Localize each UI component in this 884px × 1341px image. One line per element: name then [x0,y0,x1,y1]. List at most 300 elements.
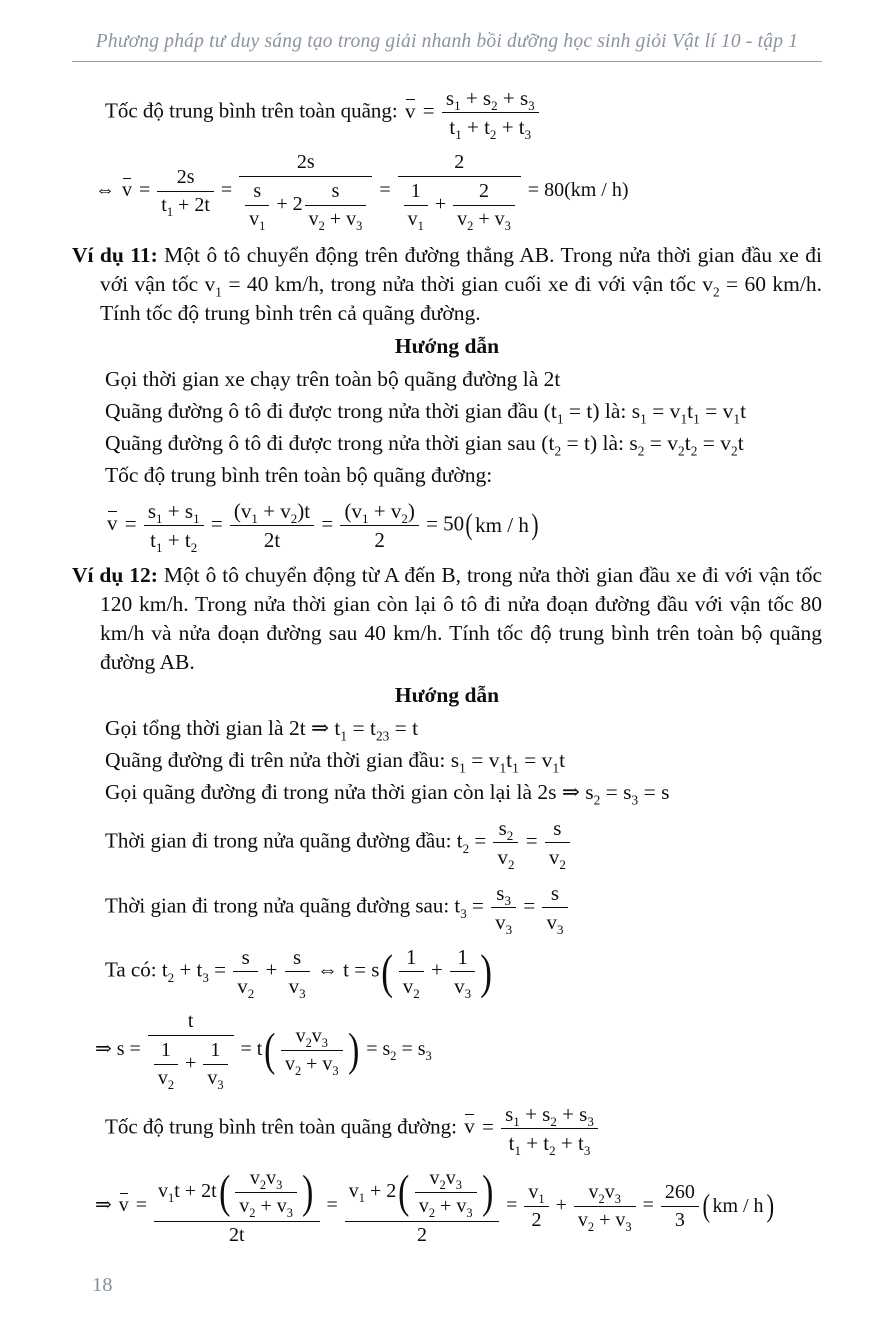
formula-line [105,497,822,555]
text-run: + s [497,86,529,110]
text-run: = t [347,716,376,740]
fraction-numerator [154,1164,319,1222]
text-run: Tốc độ trung bình trên toàn quãng: [105,98,404,123]
text-run: = v [699,398,734,423]
body-line [105,746,822,775]
subscript: 2 [247,986,255,1002]
math-fraction [491,879,516,937]
text-run: s [253,179,262,202]
text-run: t [449,115,456,140]
math-fraction [305,178,367,233]
text-run: v [239,1195,250,1217]
text-run: Hướng dẫn [394,333,500,358]
text-run: t [508,1130,515,1155]
left-paren-icon: ( [398,1166,410,1219]
text-run: 2 [531,1209,542,1231]
text-run: Hướng dẫn [394,683,500,707]
fraction-denominator [491,908,516,936]
page-number: 18 [92,1274,113,1296]
text-run: = [316,511,339,536]
subscript: 3 [583,1142,591,1158]
fraction-denominator [545,843,570,871]
paren-content [412,1165,480,1220]
subscript: 3 [464,986,472,1002]
fraction-numerator [661,1179,699,1207]
overbar-variable: v [462,1112,477,1141]
text-run: Quãng đường ô tô đi được trong nửa thời gian đầu (t [105,398,557,423]
text-run: v [604,1181,615,1203]
fraction-numerator [230,497,314,526]
subscript: 3 [276,1178,283,1192]
bold-text-run: Ví dụ 12: [72,563,158,587]
text-run: s [496,880,505,905]
fraction-numerator [442,84,539,113]
fraction-numerator [493,814,518,843]
fraction-numerator [144,497,204,526]
subscript: 1 [693,410,700,426]
formula-line [105,879,822,937]
text-run: = t) là: s [561,430,638,455]
subscript: 3 [587,1113,594,1129]
text-run: = [501,1194,523,1217]
fraction-denominator [235,1193,297,1220]
text-run: v [546,909,557,934]
right-paren-icon: ) [481,1166,493,1219]
fraction-denominator [285,972,310,1000]
text-run: v [418,1195,429,1217]
text-run: v [457,207,468,230]
math-fraction [281,1023,343,1078]
text-run: v [577,1209,588,1231]
text-run: = 60 km/h. Tính tốc độ trung bình trên cả quãng đường. [100,271,822,325]
math-fraction [524,1179,548,1234]
math-fraction [239,149,372,234]
example-paragraph [72,561,822,677]
subscript: 2 [506,828,514,844]
text-run: s [553,816,562,840]
text-run: ⇔ [95,178,120,201]
text-run: km / h [475,512,529,537]
text-run: = 40 km/h, trong nửa thời gian cuối xe đi với vận tốc v [221,271,713,296]
subscript: 2 [507,857,515,873]
text-run: t [506,748,513,772]
math-fraction [235,1165,297,1220]
text-run: v [308,207,319,230]
subscript: 3 [299,986,306,1002]
text-run: t + 2t [174,1180,217,1203]
fraction-denominator [154,1065,178,1092]
text-run: t [559,748,566,772]
formula-line [105,814,822,872]
text-run: = [520,828,543,853]
text-run: = [134,178,156,201]
subscript: 2 [390,1048,397,1063]
text-run: v [402,974,414,999]
text-run: = [205,511,228,536]
parenthesized-group [464,508,540,542]
solution-heading [72,332,822,361]
right-paren-icon: ) [302,1166,314,1219]
text-run: + [425,957,449,982]
subscript: 2 [598,1192,605,1206]
subscript: 2 [550,1113,557,1129]
text-run: = 50 [420,511,465,536]
text-run: km / h [712,1194,764,1217]
text-run: s [241,945,250,969]
text-run: Quãng đường ô tô đi được trong nửa thời gian sau (t [105,430,555,455]
subscript: 2 [318,218,325,233]
text-run: t [687,398,694,423]
math-fraction [450,943,475,1001]
text-run: v [429,1167,440,1189]
text-run: = v [697,430,732,455]
subscript: 1 [193,510,200,526]
fraction-numerator [281,1023,343,1051]
running-header: Phương pháp tư duy sáng tạo trong giải nhanh bồi dưỡng học sinh giỏi Vật lí 10 - tập 1 [72,30,822,62]
text-run: + v [594,1209,626,1231]
text-run: v [158,1180,169,1203]
text-run: v [311,1024,322,1047]
text-run: = [321,1194,343,1217]
fraction-numerator [524,1179,548,1207]
parenthesized-group [217,1165,316,1220]
subscript: 3 [460,905,467,921]
subscript: 3 [504,892,511,908]
math-fraction [542,879,567,937]
text-run: s [550,880,560,905]
subscript: 3 [614,1192,621,1206]
subscript: 1 [640,410,647,426]
text-run: = v [518,748,553,772]
text-run: + v [435,1195,467,1217]
subscript: 1 [733,410,741,426]
paren-content [278,1023,346,1078]
paren-content [474,511,530,540]
text-run: Thời gian đi trong nửa quãng đường sau: t [105,893,461,918]
subscript: 1 [459,760,466,776]
text-run: + v [255,1195,287,1217]
fraction-denominator [450,972,475,1000]
formula-line [105,1100,822,1158]
text-run: = [476,1114,500,1139]
page-content [72,84,822,1249]
overbar-variable: v [120,176,134,205]
fraction-numerator [542,879,567,908]
subscript: 2 [554,442,562,458]
text-run: 3 [674,1209,685,1231]
paren-content [396,943,478,1001]
subscript: 3 [466,1206,473,1220]
paren-content [711,1192,764,1221]
text-run: Gọi thời gian xe chạy trên toàn bộ quãng đường là 2t [105,366,561,391]
text-run: + t [461,115,490,140]
body-line [105,778,822,807]
text-run: = v [646,398,681,423]
subscript: 1 [166,204,174,219]
subscript: 2 [637,442,645,458]
right-paren-icon: ) [531,508,539,542]
subscript: 2 [294,1063,302,1078]
text-run: 1 [410,179,421,202]
text-run: + [260,957,283,982]
subscript: 1 [514,1142,521,1158]
subscript: 1 [455,127,462,143]
formula-line [105,84,822,142]
fraction-denominator [442,113,539,141]
text-run: t [150,527,157,552]
parenthesized-group [379,943,494,1001]
subscript: 1 [340,728,348,744]
text-run: = [637,1194,659,1217]
left-paren-icon: ( [702,1188,710,1224]
formula-line [95,1164,822,1249]
text-run: s [147,498,157,523]
subscript: 3 [556,921,564,937]
text-run: = v [465,748,500,772]
subscript: 2 [428,1206,436,1220]
text-run: v [348,1180,359,1203]
math-fraction [404,178,428,233]
fraction-numerator [415,1165,477,1193]
overbar-variable: v [105,509,120,538]
body-line [105,365,822,394]
parenthesized-group [396,1165,495,1220]
math-fraction [345,1164,499,1249]
subscript: 2 [190,539,198,555]
fraction-numerator [545,814,570,843]
subscript: 2 [249,1206,256,1220]
text-run: = s [361,1037,391,1060]
math-fraction [203,1037,227,1092]
subscript: 2 [489,127,497,143]
text-run: = [130,1194,153,1217]
text-run: v [295,1024,306,1047]
subscript: 3 [321,1035,328,1050]
fraction-denominator [453,206,515,233]
subscript: 1 [552,760,560,776]
subscript: 2 [713,283,720,299]
text-run: + [429,192,452,215]
subscript: 1 [499,760,507,776]
math-fraction [148,1008,234,1093]
text-run: ⇔ t = s [311,957,380,982]
subscript: 3 [217,1077,224,1092]
fraction-denominator [305,206,367,233]
fraction-numerator [239,149,372,177]
subscript: 2 [259,1178,267,1192]
text-run: + s [519,1101,551,1126]
text-run: = [466,893,490,918]
left-paren-icon: ( [218,1166,231,1219]
text-run: Một ô tô chuyển động trên đường thẳng AB. Trong nửa thời gian đầu xe đi với vận tốc v [100,242,823,296]
subscript: 2 [593,792,601,808]
body-line [105,714,822,743]
subscript: 1 [454,98,461,114]
fraction-denominator [524,1207,548,1234]
parenthesized-group [701,1188,775,1224]
subscript: 3 [455,1178,462,1192]
text-run: + t [520,1130,550,1155]
math-fraction [245,178,269,233]
text-run: = t [235,1037,263,1060]
text-run: s [445,86,455,110]
text-run: 2t [228,1224,245,1246]
subscript: 3 [332,1063,339,1078]
fraction-numerator [450,943,475,972]
subscript: 2 [413,986,420,1002]
math-fraction [398,149,521,234]
text-run: = [119,511,142,536]
text-run: 1 [457,945,468,969]
text-run: 260 [664,1181,695,1203]
right-paren-icon: ) [766,1188,774,1224]
text-run: t [740,398,747,423]
subscript: 3 [625,1220,632,1234]
subscript: 1 [358,1191,365,1206]
math-fraction [154,1037,178,1092]
subscript: 1 [251,510,258,526]
text-run: Quãng đường đi trên nửa thời gian đầu: s [105,748,460,772]
subscript: 2 [467,218,474,233]
right-paren-icon: ) [480,943,493,999]
text-run: 2 [374,527,385,552]
text-run: 1 [160,1038,171,1061]
text-run: + v [368,498,402,523]
subscript: 3 [631,792,639,808]
fraction-denominator [493,843,518,871]
text-run: + t [555,1130,584,1155]
subscript: 1 [361,510,369,526]
math-fraction [230,497,314,555]
fraction-numerator [148,1008,234,1036]
bold-text-run: Ví dụ 11: [72,242,158,267]
text-run: = 80(km / h) [522,178,629,201]
subscript: 1 [156,539,163,555]
text-run: + s [556,1101,588,1126]
text-run: + 2t [173,193,210,216]
text-run: 2 [454,150,465,173]
math-fraction [157,164,214,219]
text-run: Một ô tô chuyển động từ A đến B, trong nửa thời gian đầu xe đi với vận tốc 120 km/h. Trong nửa thời gian còn lại ô tô đi nửa đoạn đường đầu với vận tốc 80 km/h và nửa đoạn đường sau 40 km/h. Tính tốc độ trung bình trên toàn bộ quãng đường AB. [100,563,823,674]
fraction-numerator [399,943,424,972]
right-paren-icon: ) [347,1023,360,1076]
math-fraction [453,178,515,233]
parenthesized-group [262,1023,361,1078]
subscript: 2 [559,857,566,873]
fraction-denominator [398,177,521,234]
left-paren-icon: ( [465,508,473,542]
text-run: + v [301,1052,333,1075]
fraction-numerator [233,943,258,972]
subscript: 23 [375,728,390,744]
text-run: = [417,98,440,123]
subscript: 2 [167,1077,175,1092]
text-run: v [249,1167,260,1189]
overbar-variable: v [403,97,418,126]
subscript: 3 [356,218,363,233]
subscript: 2 [549,1142,556,1158]
body-line [105,397,822,426]
text-run: s [293,945,302,969]
fraction-numerator [154,1037,178,1065]
fraction-denominator [281,1051,343,1078]
fraction-denominator [144,526,204,554]
text-run: )t [297,498,311,523]
fraction-numerator [340,497,418,526]
text-run: ⇒ s = [95,1037,146,1060]
math-fraction [285,943,310,1001]
math-fraction [545,814,570,872]
subscript: 2 [167,969,175,985]
fraction-denominator [148,1036,234,1093]
fraction-denominator [340,526,418,554]
text-run: + s [162,498,194,523]
text-run: 2 [416,1224,427,1246]
formula-line [105,943,822,1001]
subscript: 1 [513,1113,520,1129]
text-run: Gọi quãng đường đi trong nửa thời gian còn lại là 2s ⇒ s [105,780,594,804]
body-line [105,429,822,458]
math-fraction [399,943,424,1001]
text-run: Tốc độ trung bình trên toàn quãng đường: [105,1114,463,1139]
text-run: ) [407,498,415,523]
fraction-denominator [542,908,567,936]
left-paren-icon: ( [381,943,394,999]
subscript: 2 [462,840,470,856]
subscript: 1 [215,283,222,299]
text-run: ⇒ [95,1194,117,1217]
text-run: 1 [210,1038,221,1061]
subscript: 2 [401,510,408,526]
fraction-denominator [661,1207,699,1234]
subscript: 2 [491,98,498,114]
subscript: 2 [305,1035,312,1050]
text-run: v [266,1167,277,1189]
text-run: t [737,430,744,455]
subscript: 3 [286,1206,293,1220]
fraction-numerator [501,1100,598,1129]
subscript: 2 [439,1178,446,1192]
subscript: 2 [678,442,685,458]
fraction-numerator [453,178,515,206]
fraction-numerator [245,178,269,206]
text-run: 1 [406,945,417,969]
text-run: Thời gian đi trong nửa quãng đường đầu: t [105,828,463,853]
text-run: 2 [478,179,489,202]
text-run: (v [344,498,362,523]
text-run: t [161,193,167,216]
fraction-denominator [415,1193,477,1220]
math-fraction [340,497,418,555]
text-run: = [518,893,541,918]
fraction-denominator [154,1222,319,1249]
text-run: = [469,828,492,853]
text-run: (v [233,498,252,523]
text-run: 2t [263,527,281,552]
math-fraction [661,1179,699,1234]
text-run: v [207,1066,218,1089]
subscript: 2 [690,442,698,458]
text-run: = s [638,780,670,804]
fraction-denominator [345,1222,499,1249]
text-run: 2s [296,150,315,173]
text-run: = v [644,430,679,455]
text-run: v [548,845,560,870]
text-run: v [497,845,508,870]
math-fraction [442,84,539,142]
text-run: v [237,974,248,999]
text-run: = [374,178,396,201]
